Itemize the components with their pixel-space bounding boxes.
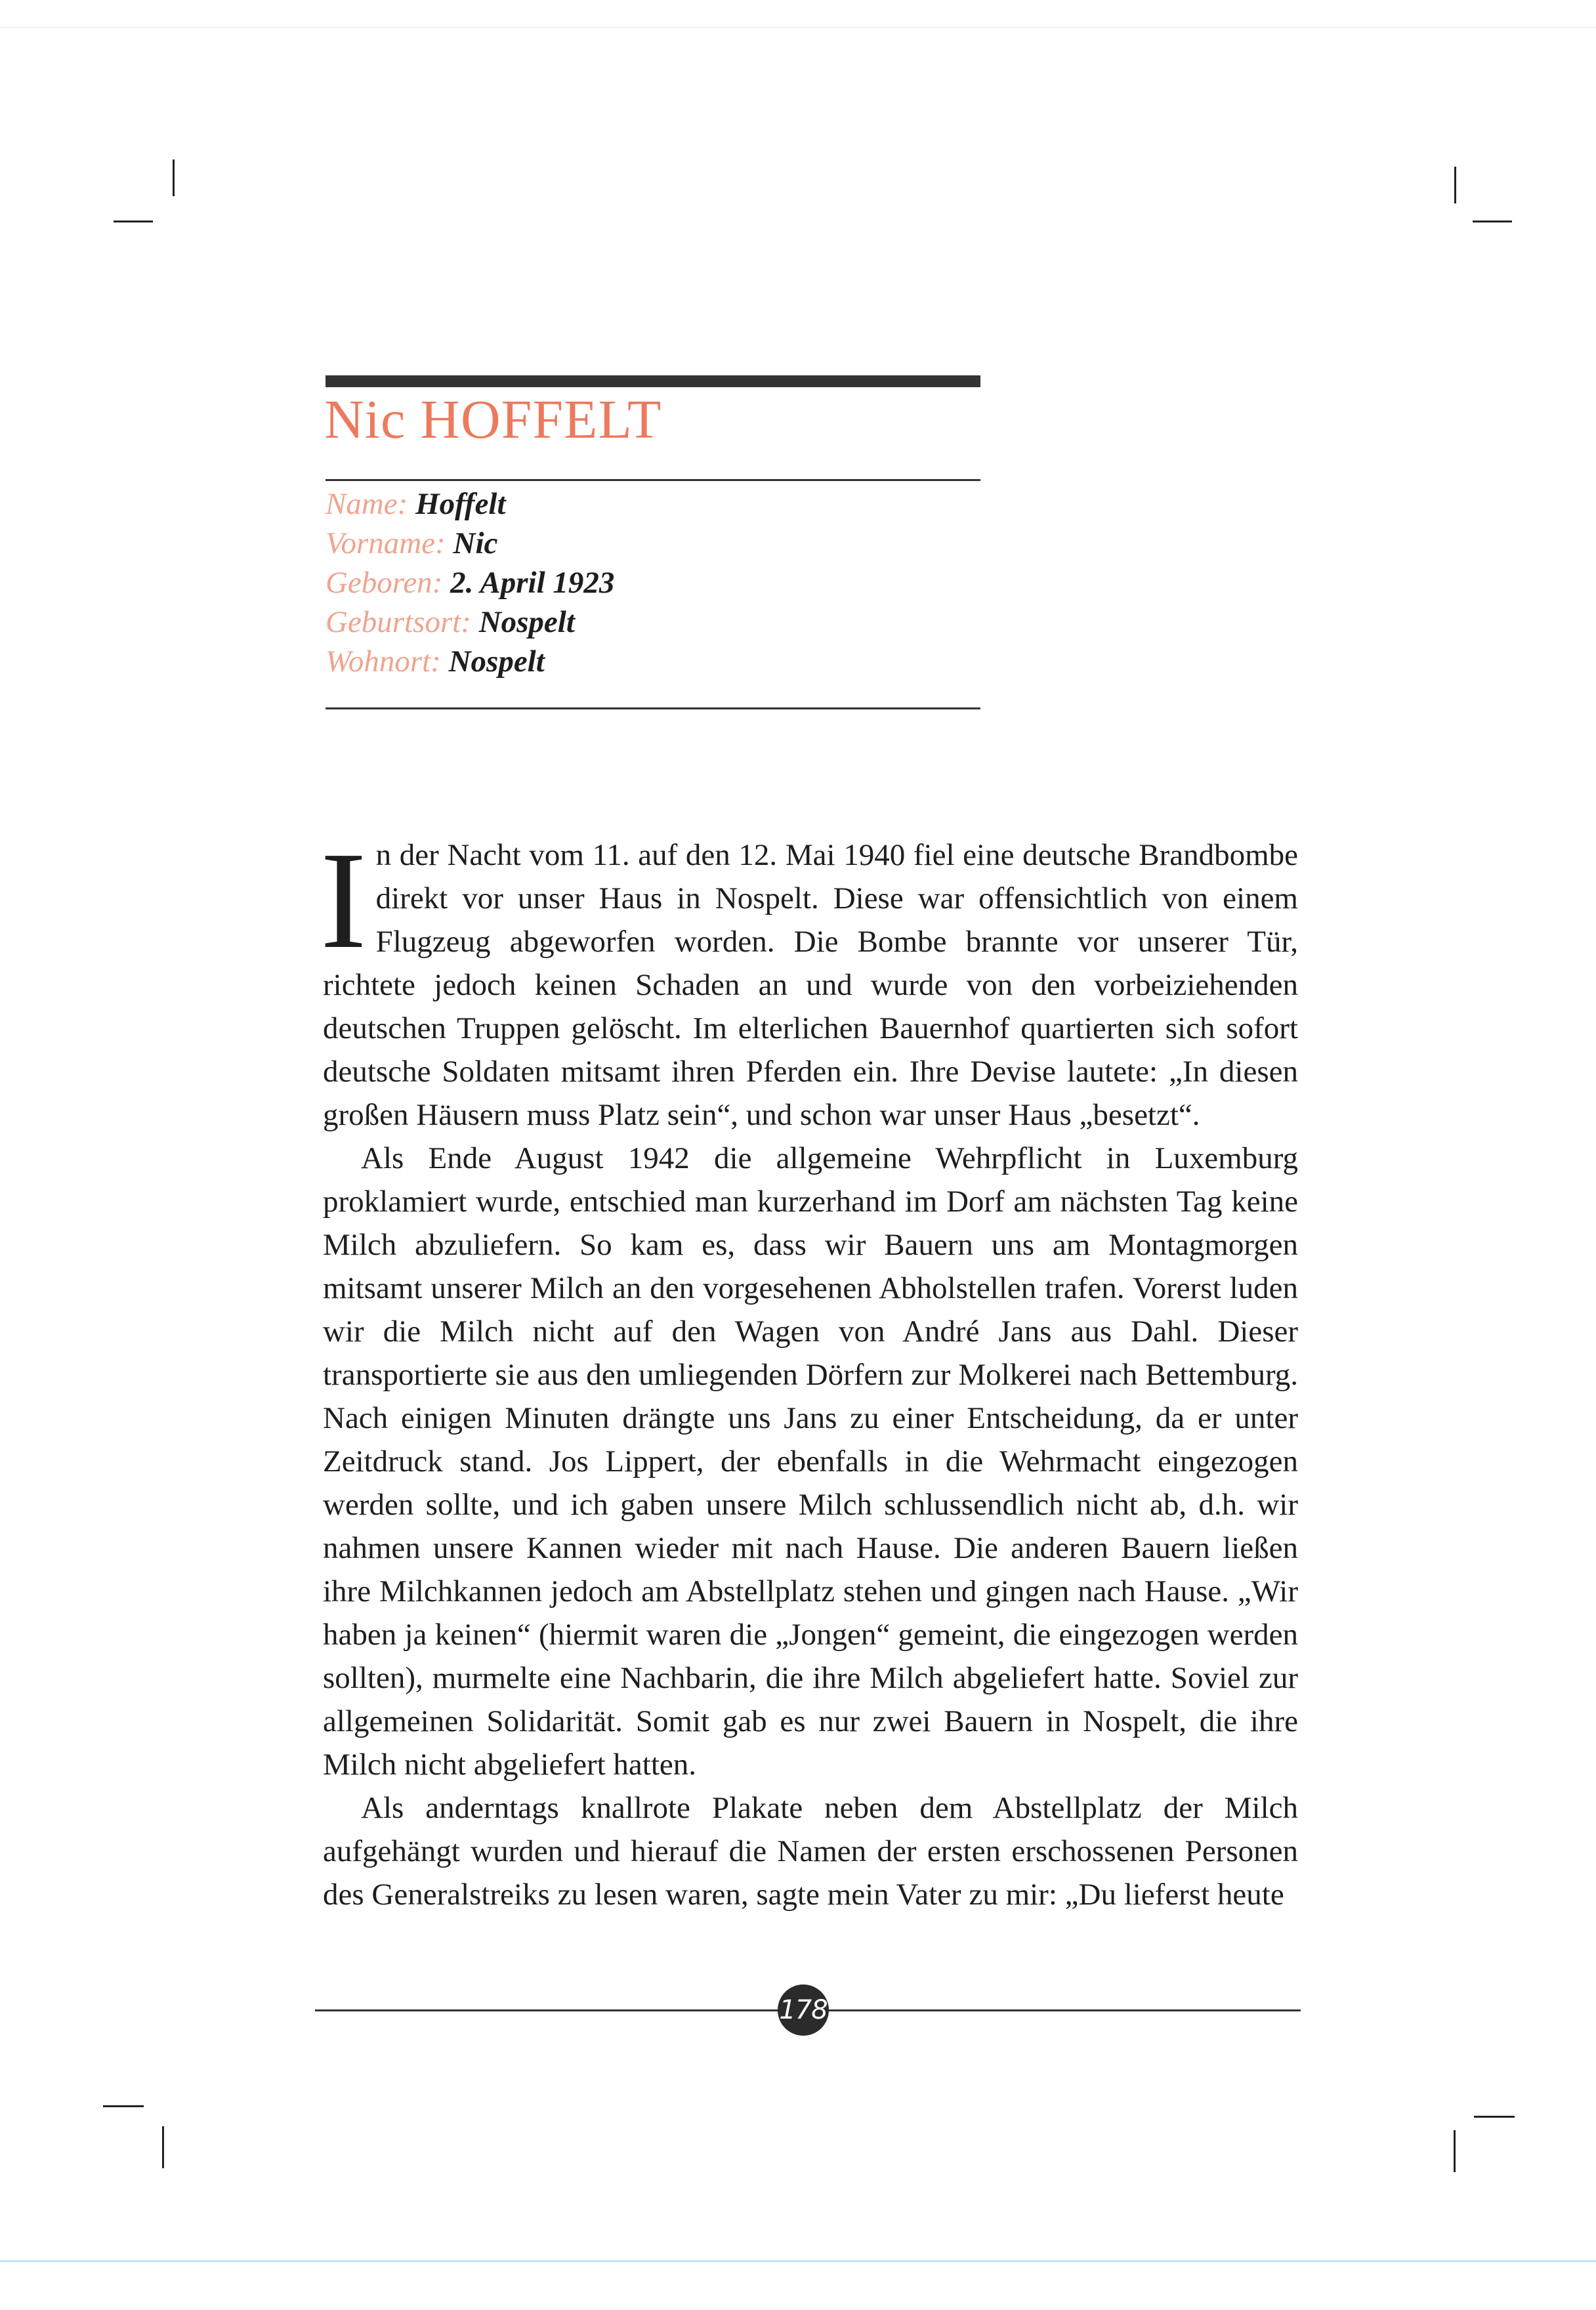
fact-value: Nic: [453, 526, 498, 560]
fact-label: Name:: [326, 487, 408, 521]
fact-value: Nospelt: [448, 644, 545, 679]
crop-mark: [173, 159, 175, 196]
crop-mark: [1473, 220, 1512, 222]
divider-top: [326, 479, 980, 481]
fact-first-name: [326, 524, 980, 563]
drop-cap: I: [320, 823, 367, 977]
fact-label: Vorname:: [326, 526, 446, 560]
fact-birth-date: [326, 563, 980, 602]
page-title: Nic HOFFELT: [324, 389, 662, 450]
paragraph: [320, 823, 1298, 1137]
fact-value: Hoffelt: [415, 487, 506, 521]
fact-label: Wohnort:: [326, 644, 441, 679]
paragraph-text: n der Nacht vom 11. auf den 12. Mai 1940 fiel eine deutsche Brandbombe direkt vor unser Haus in Nospelt. Diese war offensichtlich von einem Flugzeug abgeworfen worden. Die Bombe brannte vor unserer Tür, richtete jedoch keinen Schaden an und wurde von den vorbeiziehenden deutschen Truppen gelöscht. Im elterlichen Bauernhof quartierten sich sofort deutsche Soldaten mitsamt ihren Pferden ein. Ihre Devise lautete: „In diesen großen Häusern muss Platz sein“, und schon war unser Haus „besetzt“.: [323, 838, 1298, 1132]
fact-value: Nospelt: [478, 605, 575, 639]
crop-mark: [114, 220, 153, 222]
crop-mark: [1454, 167, 1456, 203]
scan-edge-top: [0, 26, 1596, 28]
page-number: 178: [778, 1984, 829, 2036]
footer-line-left: [315, 2009, 782, 2011]
article-body: [320, 823, 1298, 1916]
fact-residence: [326, 642, 980, 681]
scan-edge-bottom: [0, 2260, 1596, 2262]
crop-mark: [162, 2126, 164, 2168]
crop-mark: [103, 2105, 144, 2107]
paragraph: Als Ende August 1942 die allgemeine Wehrpflicht in Luxemburg proklamiert wurde, entschied man kurzerhand im Dorf am nächsten Tag keine Milch abzuliefern. So kam es, dass wir Bauern uns am Montagmorgen mitsamt unserer Milch an den vorgesehenen Abholstellen trafen. Vorerst luden wir die Milch nicht auf den Wagen von André Jans aus Dahl. Dieser transportierte sie aus den umliegenden Dörfern zur Molkerei nach Bettemburg. Nach einigen Minuten drängte uns Jans zu einer Entscheidung, da er unter Zeitdruck stand. Jos Lippert, der ebenfalls in die Wehrmacht eingezogen werden sollte, und ich gaben unsere Milch schlussendlich nicht ab, d.h. wir nahmen unsere Kannen wieder mit nach Hause. Die anderen Bauern ließen ihre Milchkannen jedoch am Abstellplatz stehen und gingen nach Hause. „Wir haben ja keinen“ (hiermit waren die „Jongen“ gemeint, die eingezogen werden sollten), murmelte eine Nachbarin, die ihre Milch abgeliefert hatte. Soviel zur allgemeinen Solidarität. Somit gab es nur zwei Bauern in Nospelt, die ihre Milch nicht abgeliefert hatten.: [323, 1141, 1298, 1782]
crop-mark: [1474, 2116, 1515, 2118]
paragraph: Als anderntags knallrote Plakate neben dem Abstellplatz der Milch aufgehängt wurden und hierauf die Namen der ersten erschossenen Personen des Generalstreiks zu lesen waren, sagte mein Vater zu mir: „Du lieferst heute: [323, 1791, 1298, 1912]
fact-label: Geboren:: [326, 566, 443, 600]
divider-bottom: [326, 707, 980, 709]
crop-mark: [1454, 2130, 1456, 2172]
footer-line-right: [824, 2009, 1301, 2011]
fact-label: Geburtsort:: [326, 605, 471, 639]
personal-facts: [326, 484, 980, 681]
heading-bar: [326, 375, 980, 387]
fact-value: 2. April 1923: [450, 566, 615, 600]
fact-birthplace: [326, 602, 980, 642]
fact-name: [326, 484, 980, 524]
